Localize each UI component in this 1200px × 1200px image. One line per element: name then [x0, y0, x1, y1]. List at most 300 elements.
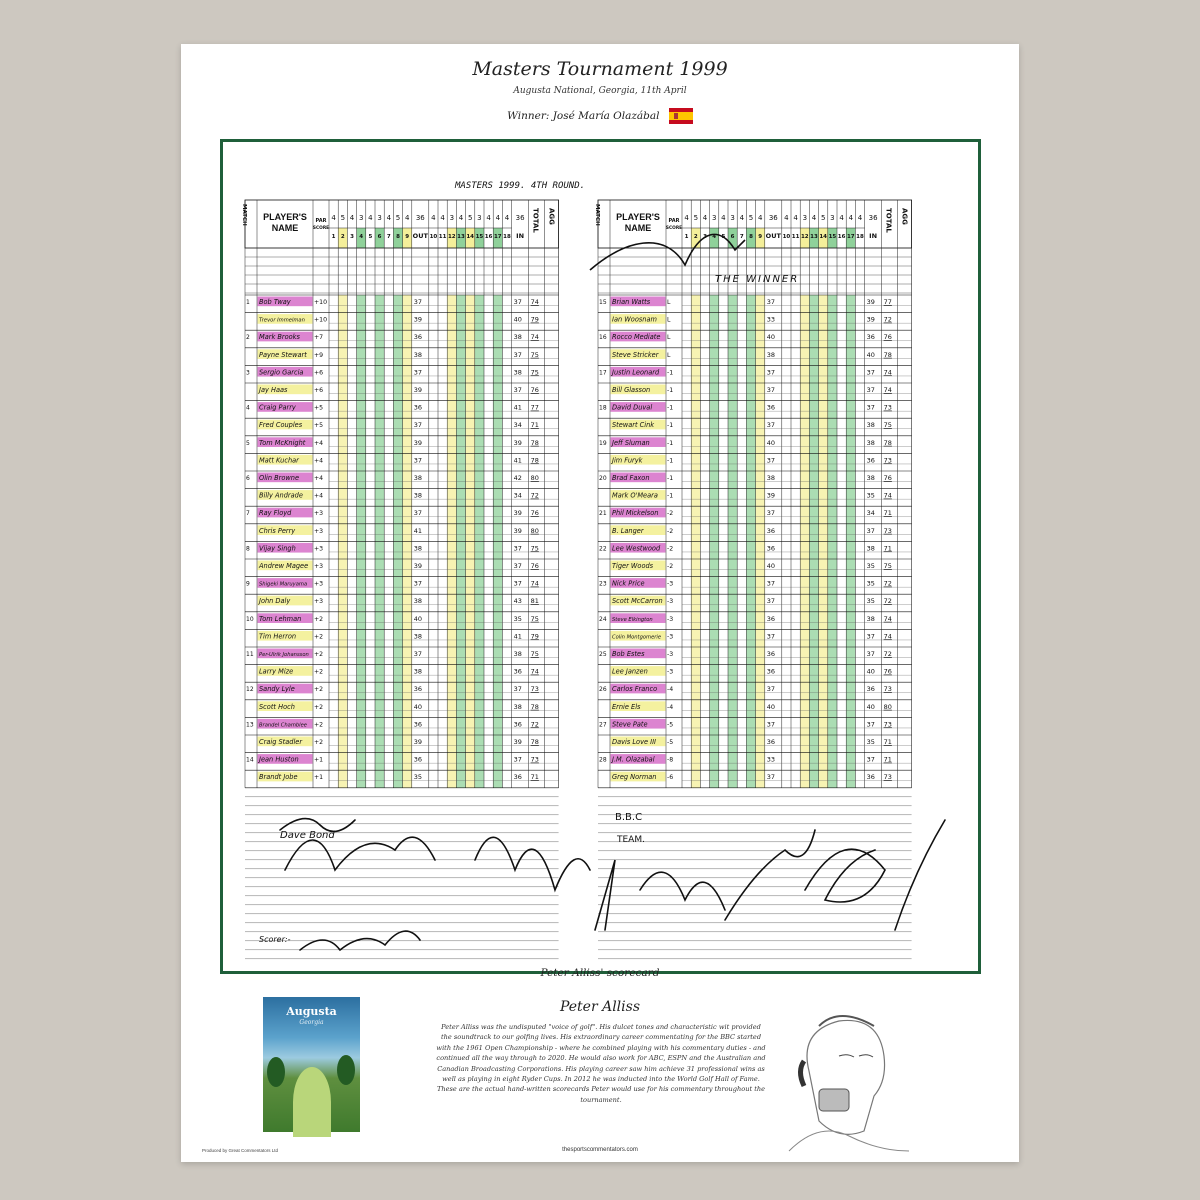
- player-par-score: -1: [667, 457, 674, 465]
- player-out: 38: [766, 474, 776, 482]
- match-number: 9: [246, 580, 250, 588]
- player-out: 36: [766, 614, 776, 623]
- player-in: 37: [513, 386, 522, 394]
- player-par-score: +3: [314, 545, 324, 553]
- match-number: 17: [599, 369, 607, 377]
- winner-text: Winner: José María Olazábal: [507, 110, 660, 122]
- player-name: Per-Ulrik Johansson: [259, 652, 309, 658]
- player-total: 78: [530, 438, 539, 447]
- player-total: 74: [883, 614, 892, 623]
- signature-scribble: [725, 830, 815, 920]
- player-par-score: +4: [314, 492, 324, 500]
- hole-par: 4: [702, 214, 708, 222]
- player-total: 71: [530, 773, 539, 782]
- player-total: 78: [883, 350, 892, 359]
- player-total: 78: [530, 702, 539, 711]
- match-number: 2: [246, 334, 250, 342]
- player-out: 38: [413, 632, 423, 641]
- player-par-score: +10: [314, 299, 328, 306]
- player-total: 76: [883, 474, 892, 482]
- player-par-score: +7: [314, 334, 324, 342]
- winner-note: THE WINNER: [715, 274, 800, 285]
- player-in: 37: [866, 650, 875, 658]
- player-name: Sandy Lyle: [259, 685, 295, 694]
- hole-par: 4: [504, 214, 510, 222]
- hole-par: 4: [486, 214, 491, 222]
- hole-number: 3: [703, 234, 707, 240]
- player-out: 36: [766, 738, 776, 746]
- player-in: 38: [866, 421, 875, 430]
- hole-number: 14: [819, 234, 828, 240]
- hole-number: 13: [810, 234, 818, 240]
- player-out: 38: [413, 667, 423, 676]
- hole-par: 4: [431, 214, 436, 222]
- player-out: 37: [413, 456, 423, 465]
- player-total: 76: [530, 562, 539, 570]
- match-header: MATCH: [594, 204, 600, 226]
- player-par-score: +4: [314, 475, 324, 482]
- player-in: 36: [513, 667, 522, 676]
- signature-scribble: [595, 860, 615, 930]
- player-out: 37: [766, 298, 776, 306]
- player-in: 36: [513, 720, 522, 729]
- winner-line: [181, 108, 1019, 124]
- hole-par: 4: [368, 214, 373, 222]
- player-in: 38: [866, 544, 875, 553]
- player-total: 71: [883, 755, 892, 764]
- player-in: 34: [866, 509, 875, 518]
- hole-number: 3: [350, 234, 354, 240]
- in-header: IN: [516, 232, 525, 240]
- player-name: Fred Couples: [259, 421, 303, 430]
- page-title: Masters Tournament 1999: [472, 58, 728, 80]
- player-out: 36: [413, 755, 423, 764]
- hole-number: 4: [359, 234, 364, 240]
- player-par-score: +2: [314, 739, 324, 746]
- player-name: Stewart Cink: [612, 421, 655, 430]
- match-number: 3: [246, 369, 250, 377]
- player-name: B. Langer: [612, 526, 644, 535]
- player-name: Steve Elkington: [612, 616, 653, 623]
- signature-dave-bond: Dave Bond: [280, 830, 335, 841]
- player-name: Ray Floyd: [259, 509, 292, 518]
- match-number: 5: [246, 439, 250, 447]
- scorecard: [241, 170, 951, 970]
- hole-number: 16: [484, 234, 493, 240]
- hole-par: 4: [440, 214, 445, 222]
- signature-scribble: [895, 820, 945, 930]
- hole-par: 4: [684, 214, 689, 222]
- hole-par: 4: [386, 214, 392, 222]
- player-out: 40: [766, 562, 776, 570]
- player-par-score: +10: [314, 316, 328, 324]
- match-number: 25: [599, 651, 607, 658]
- player-total: 74: [530, 579, 539, 588]
- player-out: 41: [413, 526, 423, 535]
- player-par-score: L: [667, 299, 671, 306]
- player-out: 33: [766, 315, 776, 324]
- match-header: MATCH: [241, 204, 247, 226]
- signature-scribble: [805, 849, 885, 902]
- hole-par: 4: [848, 214, 854, 222]
- hole-number: 2: [693, 234, 698, 240]
- player-header: PLAYER'S: [616, 212, 660, 222]
- player-out: 37: [766, 368, 776, 377]
- player-total: 77: [530, 403, 539, 412]
- player-par-score: -1: [667, 404, 674, 412]
- hole-par: 3: [449, 214, 455, 222]
- player-in: 37: [866, 386, 875, 394]
- match-number: 20: [599, 475, 607, 482]
- par-out: 36: [768, 214, 778, 222]
- match-number: 12: [246, 686, 254, 694]
- player-name: Craig Stadler: [259, 738, 303, 746]
- player-total: 73: [883, 685, 892, 694]
- player-in: 36: [513, 773, 522, 782]
- player-in: 37: [513, 544, 522, 553]
- hole-par: 3: [358, 214, 364, 222]
- player-in: 39: [513, 509, 522, 518]
- player-out: 40: [766, 438, 776, 447]
- scorecard-frame: [220, 139, 981, 974]
- tree-icon: [267, 1057, 285, 1087]
- player-name: Jean Huston: [259, 755, 299, 764]
- hole-number: 17: [493, 234, 502, 240]
- hole-par: 3: [377, 214, 382, 222]
- player-par-score: -1: [667, 475, 674, 482]
- player-par-score: -4: [667, 703, 674, 711]
- player-in: 42: [513, 474, 522, 482]
- player-out: 38: [766, 350, 776, 359]
- hole-number: 1: [684, 234, 689, 240]
- player-out: 37: [766, 386, 776, 394]
- hole-number: 9: [758, 234, 763, 240]
- player-par-score: -2: [667, 527, 674, 535]
- player-total: 73: [530, 685, 539, 694]
- player-name: Vijay Singh: [259, 544, 296, 553]
- match-number: 8: [246, 545, 250, 553]
- player-par-score: -5: [667, 739, 674, 746]
- player-total: 72: [883, 315, 892, 324]
- player-name: Tom McKnight: [259, 438, 306, 447]
- match-number: 1: [246, 299, 250, 306]
- player-total: 79: [530, 315, 539, 324]
- signature-scribble: [475, 837, 590, 890]
- player-out: 37: [413, 650, 423, 658]
- player-par-score: -1: [667, 369, 674, 377]
- player-name: Davis Love III: [612, 738, 656, 746]
- match-number: 15: [599, 299, 607, 306]
- player-in: 36: [866, 773, 875, 782]
- hole-number: 18: [856, 234, 864, 240]
- player-out: 33: [766, 755, 776, 764]
- signature-scribble: [285, 837, 435, 870]
- player-name: J.M. Olazabal: [612, 755, 655, 764]
- total-header: TOTAL: [884, 208, 893, 233]
- player-total: 75: [530, 650, 539, 658]
- player-in: 38: [513, 650, 522, 658]
- hole-number: 5: [721, 234, 726, 240]
- player-out: 37: [766, 579, 776, 588]
- player-total: 75: [530, 544, 539, 553]
- player-name: Nick Price: [612, 579, 645, 588]
- player-in: 36: [866, 333, 875, 342]
- hole-number: 6: [730, 234, 735, 240]
- player-name: Colin Montgomerie: [612, 634, 662, 641]
- player-in: 38: [866, 438, 875, 447]
- footer-producer: Produced by Great Commentators Ltd: [202, 1148, 279, 1153]
- player-in: 40: [866, 702, 875, 711]
- player-in: 39: [513, 738, 522, 746]
- hole-number: 10: [429, 234, 438, 240]
- player-total: 74: [530, 667, 539, 676]
- hole-par: 5: [820, 214, 826, 222]
- player-total: 75: [883, 421, 892, 430]
- match-number: 23: [599, 580, 607, 588]
- player-par-score: -6: [667, 774, 674, 782]
- hole-par: 4: [811, 214, 817, 222]
- player-total: 75: [530, 614, 539, 623]
- player-name: Mark Brooks: [259, 333, 300, 342]
- player-name: Payne Stewart: [259, 350, 307, 359]
- poster: [181, 44, 1019, 1162]
- player-out: 38: [413, 474, 423, 482]
- player-in: 38: [513, 702, 522, 711]
- player-total: 71: [883, 738, 892, 746]
- match-number: 24: [599, 615, 607, 623]
- hole-number: 6: [377, 234, 382, 240]
- player-name: David Duval: [612, 403, 653, 412]
- bbc-note: B.B.C: [615, 812, 643, 823]
- hole-par: 4: [349, 214, 355, 222]
- player-name: Scott McCarron: [612, 597, 663, 606]
- player-out: 38: [413, 544, 423, 553]
- hole-number: 7: [739, 234, 744, 240]
- hole-number: 12: [800, 234, 809, 240]
- player-in: 39: [513, 438, 522, 447]
- hole-number: 5: [368, 234, 373, 240]
- player-name: Greg Norman: [612, 773, 657, 782]
- player-out: 39: [413, 386, 423, 394]
- player-par-score: -3: [667, 615, 674, 623]
- player-out: 37: [413, 509, 423, 518]
- player-name: Brandel Chamblee: [259, 722, 307, 729]
- player-name: Lee Westwood: [612, 544, 661, 553]
- player-name: Bob Tway: [259, 298, 291, 306]
- player-out: 36: [766, 667, 776, 676]
- bbc-team-note: TEAM.: [617, 835, 645, 845]
- player-par-score: +9: [314, 351, 324, 359]
- player-par-score: L: [667, 316, 671, 324]
- player-name: Carlos Franco: [612, 685, 658, 694]
- travel-poster-title: Augusta: [286, 1005, 337, 1018]
- player-in: 35: [866, 738, 875, 746]
- player-par-score: -4: [667, 686, 674, 694]
- player-out: 37: [766, 456, 776, 465]
- player-in: 37: [513, 755, 522, 764]
- player-in: 35: [866, 597, 875, 606]
- hole-number: 16: [837, 234, 846, 240]
- player-par-score: -1: [667, 492, 674, 500]
- player-out: 40: [413, 702, 423, 711]
- player-par-score: +3: [314, 598, 324, 606]
- player-out: 37: [413, 421, 423, 430]
- player-in: 35: [866, 491, 875, 500]
- player-total: 74: [530, 298, 539, 306]
- player-total: 79: [530, 632, 539, 641]
- footer-url[interactable]: thesportscommentators.com: [562, 1147, 638, 1153]
- player-name: Ian Woosnam: [612, 315, 657, 324]
- match-number: 6: [246, 475, 250, 482]
- agg-header: AGG: [547, 208, 556, 225]
- in-header: IN: [869, 232, 878, 240]
- player-out: 39: [413, 738, 423, 746]
- player-out: 36: [766, 650, 776, 658]
- player-name: Tim Herron: [259, 632, 297, 641]
- player-out: 38: [413, 597, 423, 606]
- match-number: 4: [246, 404, 250, 412]
- par-in: 36: [868, 214, 878, 222]
- hole-par: 3: [802, 214, 808, 222]
- player-name: Tiger Woods: [612, 562, 654, 570]
- player-total: 78: [530, 738, 539, 746]
- player-in: 35: [866, 579, 875, 588]
- player-name: Brandt Jobe: [259, 773, 298, 782]
- signature-scribble: [300, 931, 420, 950]
- player-par-score: +3: [314, 580, 324, 588]
- player-in: 37: [513, 579, 522, 588]
- player-out: 37: [413, 579, 423, 588]
- player-total: 80: [530, 474, 539, 482]
- player-total: 78: [883, 438, 892, 447]
- par-out: 36: [415, 214, 425, 222]
- player-out: 39: [413, 315, 423, 324]
- travel-poster-subtitle: Georgia: [299, 1019, 324, 1026]
- player-total: 73: [883, 773, 892, 782]
- player-in: 37: [513, 685, 522, 694]
- player-par-score: +2: [314, 721, 324, 729]
- match-number: 11: [246, 651, 254, 658]
- player-name: Jim Furyk: [612, 456, 643, 465]
- player-par-score: -2: [667, 563, 674, 570]
- player-in: 38: [866, 474, 875, 482]
- player-in: 35: [866, 562, 875, 570]
- match-number: 16: [599, 334, 607, 342]
- player-par-score: -3: [667, 651, 674, 658]
- tree-icon: [337, 1055, 355, 1085]
- player-par-score: L: [667, 334, 671, 342]
- match-number: 13: [246, 721, 254, 729]
- hole-number: 1: [331, 234, 336, 240]
- player-total: 71: [883, 544, 892, 553]
- player-in: 40: [866, 350, 875, 359]
- page-subtitle: Augusta National, Georgia, 11th April: [513, 86, 687, 96]
- out-header: OUT: [412, 232, 428, 240]
- player-par-score: +3: [314, 510, 324, 518]
- player-out: 39: [413, 438, 423, 447]
- player-par-score: +6: [314, 369, 324, 377]
- player-total: 73: [530, 755, 539, 764]
- player-total: 74: [883, 368, 892, 377]
- player-par-score: +2: [314, 615, 324, 623]
- player-par-score: +3: [314, 527, 324, 535]
- hole-par: 4: [404, 214, 410, 222]
- player-total: 74: [883, 386, 892, 394]
- player-name: Trevor Immelman: [259, 317, 305, 324]
- hole-number: 18: [503, 234, 511, 240]
- hole-number: 11: [791, 234, 800, 240]
- player-total: 72: [530, 720, 539, 729]
- player-in: 39: [513, 526, 522, 535]
- hole-par: 4: [721, 214, 726, 222]
- player-in: 34: [513, 421, 522, 430]
- player-in: 39: [866, 315, 875, 324]
- player-par-score: +4: [314, 439, 324, 447]
- hole-par: 5: [467, 214, 473, 222]
- hole-par: 3: [711, 214, 717, 222]
- hole-par: 5: [693, 214, 699, 222]
- player-name: Justin Leonard: [612, 368, 660, 377]
- player-par-score: +5: [314, 422, 324, 430]
- hole-number: 14: [466, 234, 475, 240]
- player-in: 37: [866, 526, 875, 535]
- player-par-score: +2: [314, 633, 324, 641]
- hole-number: 2: [340, 234, 345, 240]
- hole-par: 4: [331, 214, 336, 222]
- player-total: 80: [530, 526, 539, 535]
- player-in: 37: [513, 350, 522, 359]
- player-header: NAME: [624, 223, 652, 233]
- player-in: 37: [866, 755, 875, 764]
- augusta-travel-poster: [263, 997, 360, 1132]
- player-header: NAME: [271, 223, 299, 233]
- player-name: Rocco Mediate: [612, 333, 661, 342]
- player-in: 37: [513, 562, 522, 570]
- hole-par: 5: [395, 214, 401, 222]
- scorer-label: Scorer:-: [259, 935, 291, 944]
- player-par-score: +4: [314, 457, 324, 465]
- hole-number: 12: [447, 234, 456, 240]
- player-out: 37: [766, 720, 776, 729]
- player-name: Mark O'Meara: [612, 491, 658, 500]
- player-total: 72: [883, 597, 892, 606]
- player-total: 72: [883, 579, 892, 588]
- player-in: 37: [866, 720, 875, 729]
- player-par-score: -2: [667, 545, 674, 553]
- player-out: 36: [413, 685, 423, 694]
- hole-par: 3: [830, 214, 835, 222]
- player-par-score: -1: [667, 422, 674, 430]
- player-total: 74: [530, 333, 539, 342]
- player-in: 36: [866, 685, 875, 694]
- hole-number: 8: [749, 234, 753, 240]
- player-par-score: +3: [314, 563, 324, 570]
- hole-number: 17: [846, 234, 855, 240]
- hole-number: 8: [396, 234, 400, 240]
- match-number: 7: [246, 510, 250, 518]
- player-in: 35: [513, 614, 522, 623]
- player-in: 37: [513, 298, 522, 306]
- player-par-score: -3: [667, 598, 674, 606]
- player-par-score: -8: [667, 756, 674, 764]
- hole-number: 15: [828, 234, 837, 240]
- player-in: 36: [866, 456, 875, 465]
- player-in: 41: [513, 403, 522, 412]
- match-number: 22: [599, 545, 607, 553]
- player-total: 72: [883, 650, 892, 658]
- player-out: 37: [766, 773, 776, 782]
- player-out: 36: [766, 403, 776, 412]
